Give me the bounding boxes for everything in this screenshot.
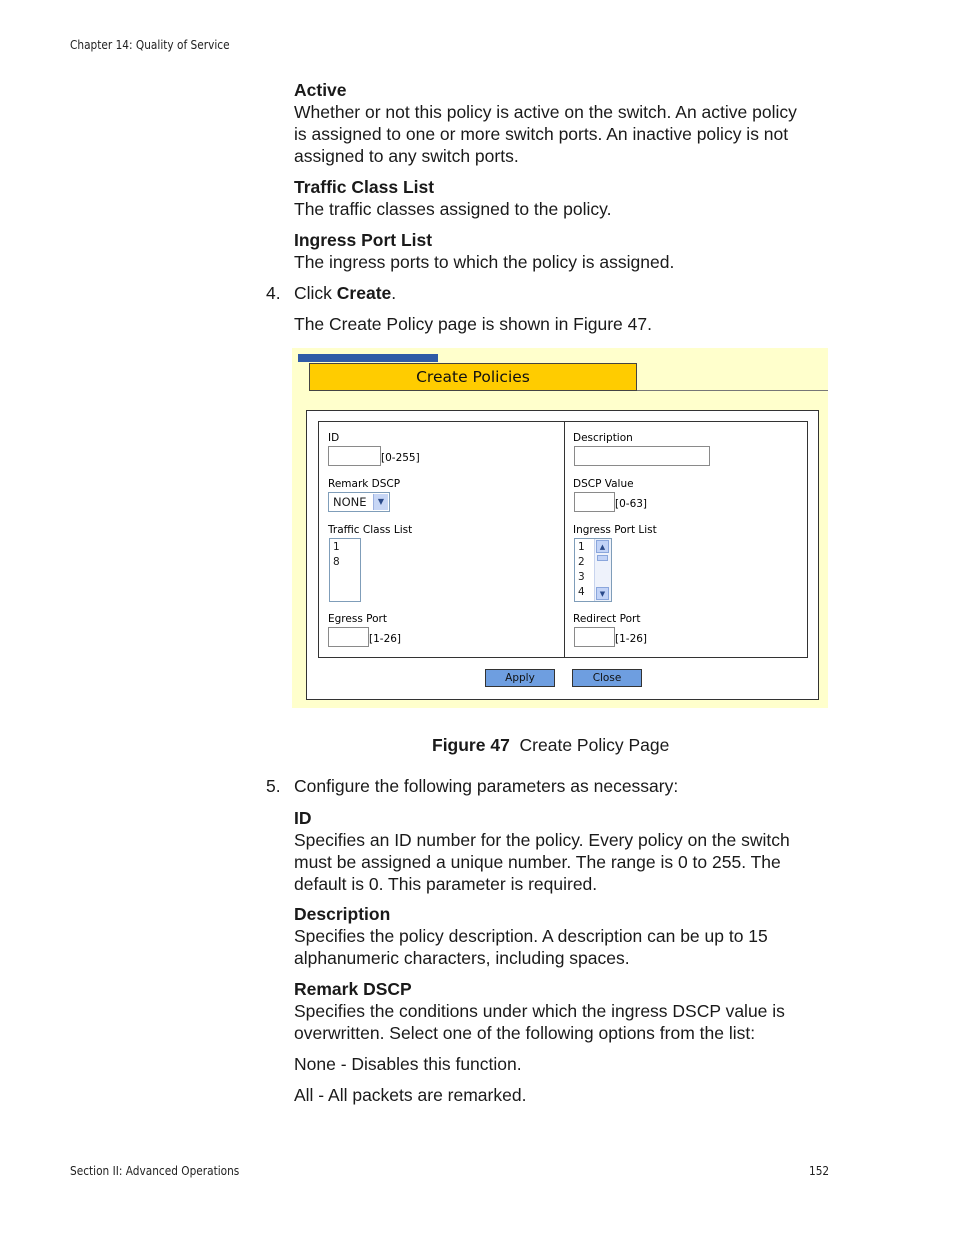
figure-caption — [432, 735, 669, 756]
list-item[interactable]: 1 — [578, 541, 585, 553]
option-none: None - Disables this function. — [294, 1054, 522, 1074]
step-bold: Create — [336, 283, 392, 303]
ingress-port-listbox[interactable] — [574, 538, 612, 602]
def-active — [294, 79, 814, 167]
description-label: Description — [573, 432, 633, 444]
list-item[interactable]: 8 — [333, 556, 340, 568]
ingress-scrollbar[interactable] — [594, 539, 611, 601]
def-traffic-class-list — [294, 176, 814, 220]
scroll-thumb[interactable] — [597, 555, 608, 561]
caption-text: Create Policy Page — [519, 735, 670, 755]
egress-port-range: [1-26] — [369, 633, 402, 645]
apply-button[interactable]: Apply — [485, 669, 555, 687]
chevron-down-icon[interactable]: ▼ — [373, 494, 388, 510]
tab-accent — [298, 354, 438, 362]
tab-create-policies[interactable]: Create Policies — [309, 363, 637, 391]
remark-dscp-select[interactable] — [328, 492, 390, 512]
scroll-up-icon[interactable]: ▲ — [596, 540, 609, 553]
caption-label: Figure 47 — [432, 735, 510, 755]
def-id — [294, 807, 814, 895]
list-item[interactable]: 2 — [578, 556, 585, 568]
form-grid — [318, 421, 808, 658]
list-item[interactable]: 4 — [578, 586, 585, 598]
tab-rule — [637, 390, 828, 391]
def-desc: Whether or not this policy is active on the switch. An active policy is assigned to one or more switch ports. An inactive policy is not assigned to any switch ports. — [294, 102, 797, 166]
close-button[interactable]: Close — [572, 669, 642, 687]
step-suffix: . — [391, 283, 397, 303]
def-ingress-port-list — [294, 229, 814, 273]
def-term: Remark DSCP — [294, 979, 412, 999]
def-term: ID — [294, 808, 312, 828]
page-footer-section: Section II: Advanced Operations — [70, 1164, 240, 1178]
description-input[interactable] — [574, 446, 710, 466]
def-desc: Specifies the conditions under which the ingress DSCP value is overwritten. Select one of the following options from the list: — [294, 1001, 785, 1043]
option-all: All - All packets are remarked. — [294, 1085, 527, 1105]
def-description — [294, 903, 814, 969]
egress-port-input[interactable] — [328, 627, 369, 647]
def-desc: The ingress ports to which the policy is assigned. — [294, 252, 675, 272]
id-label: ID — [328, 432, 340, 444]
def-desc: The traffic classes assigned to the policy. — [294, 199, 612, 219]
step-text — [294, 282, 396, 304]
def-remark-dscp — [294, 978, 814, 1044]
step-prefix: Click — [294, 283, 337, 303]
def-desc: Specifies an ID number for the policy. Every policy on the switch must be assigned a unique number. The range is 0 to 255. The default is 0. This parameter is required. — [294, 830, 790, 894]
def-term: Description — [294, 904, 391, 924]
step-text: Configure the following parameters as necessary: — [294, 776, 679, 796]
remark-dscp-value: NONE — [333, 495, 367, 509]
create-policy-figure — [292, 348, 828, 708]
dscp-value-input[interactable] — [574, 492, 615, 512]
step-number: 5. — [266, 776, 281, 796]
dscp-value-label: DSCP Value — [573, 478, 634, 490]
scroll-down-icon[interactable]: ▼ — [596, 587, 609, 600]
traffic-class-listbox[interactable] — [329, 538, 361, 602]
step-number: 4. — [266, 283, 281, 303]
ingress-port-list-label: Ingress Port List — [573, 524, 657, 536]
def-term: Active — [294, 80, 347, 100]
page-number: 152 — [809, 1164, 830, 1178]
id-input[interactable] — [328, 446, 381, 466]
def-term: Ingress Port List — [294, 230, 433, 250]
id-range: [0-255] — [381, 452, 420, 464]
egress-port-label: Egress Port — [328, 613, 387, 625]
redirect-port-label: Redirect Port — [573, 613, 641, 625]
column-divider — [564, 422, 565, 657]
traffic-class-list-label: Traffic Class List — [328, 524, 413, 536]
form-panel — [306, 410, 819, 700]
redirect-port-input[interactable] — [574, 627, 615, 647]
list-item[interactable]: 3 — [578, 571, 585, 583]
dscp-value-range: [0-63] — [615, 498, 648, 510]
figure-intro: The Create Policy page is shown in Figure 47. — [294, 314, 652, 334]
redirect-port-range: [1-26] — [615, 633, 648, 645]
page-header: Chapter 14: Quality of Service — [70, 38, 230, 52]
list-item[interactable]: 1 — [333, 541, 340, 553]
def-term: Traffic Class List — [294, 177, 435, 197]
remark-dscp-label: Remark DSCP — [328, 478, 401, 490]
def-desc: Specifies the policy description. A description can be up to 15 alphanumeric characters, including spaces. — [294, 926, 768, 968]
